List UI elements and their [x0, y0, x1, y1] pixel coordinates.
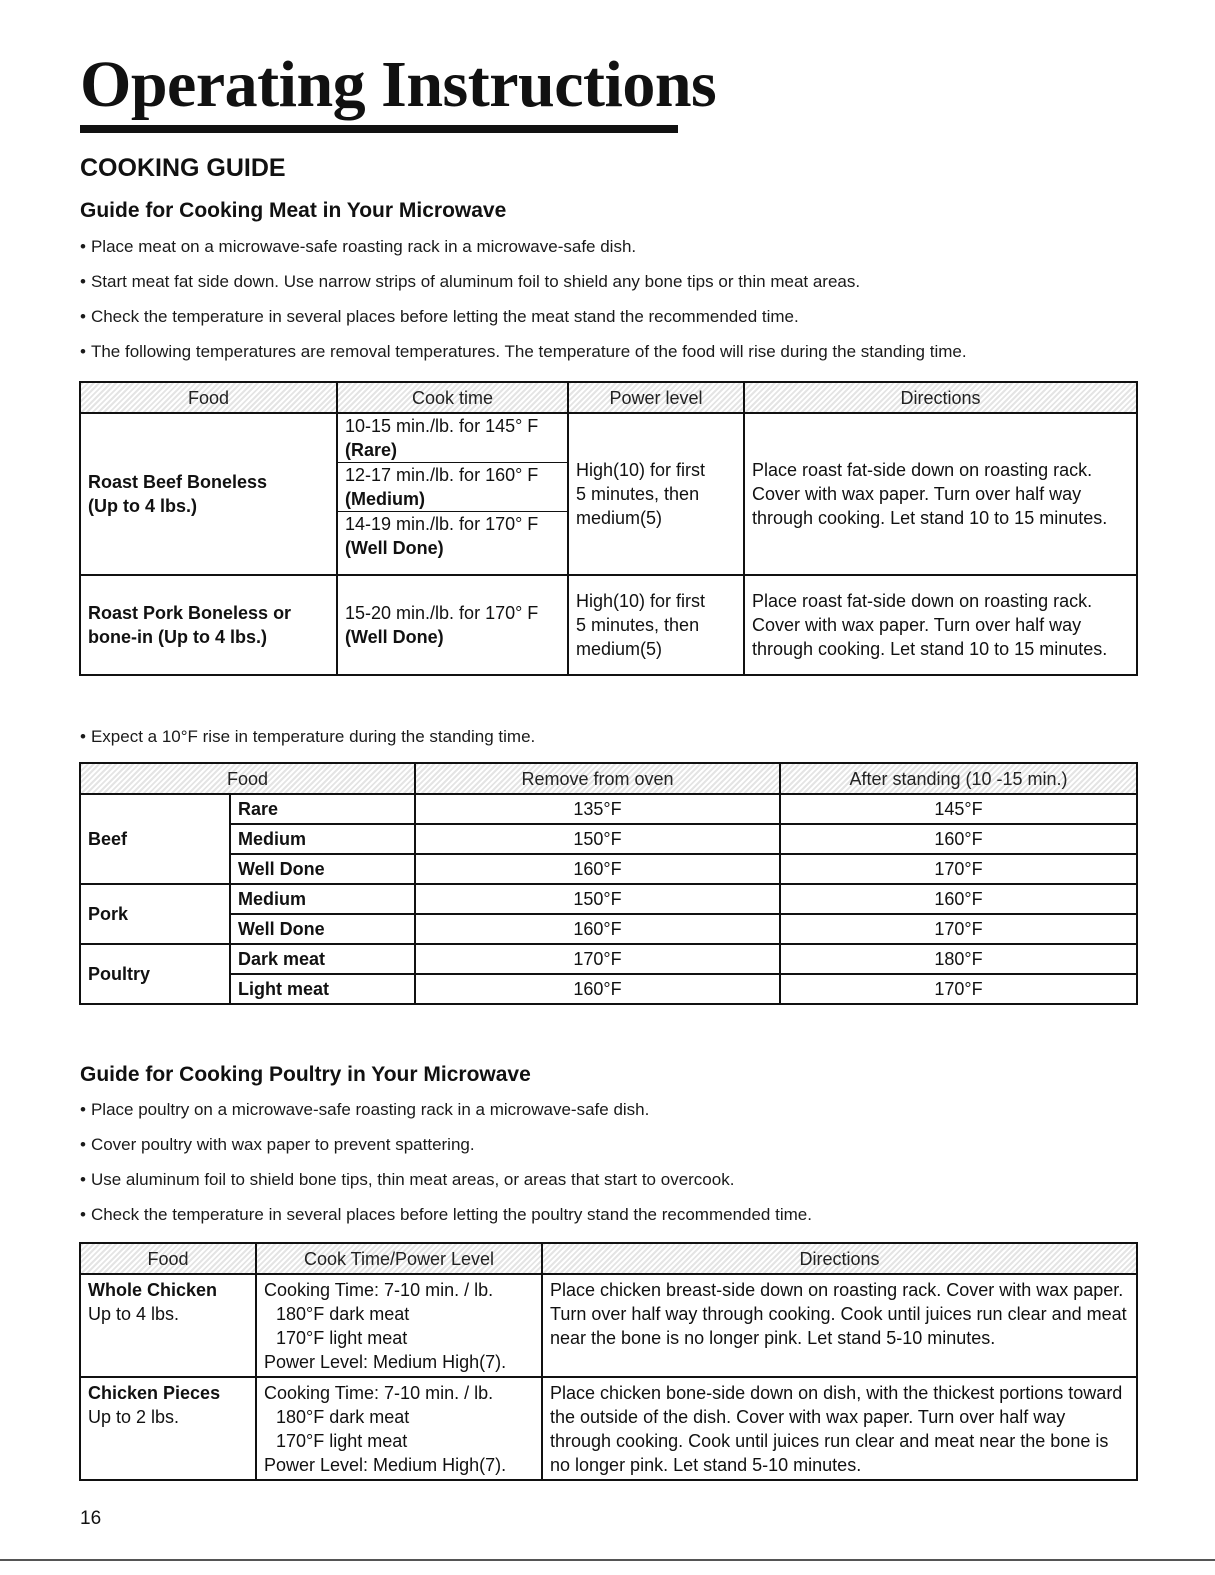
column-header: Cook Time/Power Level [256, 1243, 542, 1274]
power-line: High(10) for first [576, 591, 706, 611]
table-row [80, 1377, 1137, 1480]
food-weight: bone-in (Up to 4 lbs.) [88, 627, 267, 647]
doneness-label: (Well Done) [345, 538, 444, 558]
power-level-cell [568, 413, 744, 575]
table-row [80, 974, 1137, 1004]
after-temp-cell: 170°F [780, 854, 1137, 884]
after-temp-cell: 170°F [780, 974, 1137, 1004]
doneness-label: (Rare) [345, 440, 398, 460]
food-weight: (Up to 4 lbs.) [88, 496, 197, 516]
power-level: Power Level: Medium High(7). [264, 1455, 507, 1475]
column-header: Directions [542, 1243, 1137, 1274]
doneness-cell: Dark meat [230, 944, 415, 974]
directions-cell: Place chicken breast-side down on roasting rack. Cover with wax paper. Turn over half way through cooking. Cook until juices run clear and meat near the bone is no longer pink. Let stand 5-10 minutes. [542, 1274, 1137, 1377]
table-row [80, 794, 1137, 824]
column-header: Food [80, 763, 415, 794]
column-header: After standing (10 -15 min.) [780, 763, 1137, 794]
food-weight: Up to 4 lbs. [88, 1304, 180, 1324]
table-row [80, 1274, 1137, 1377]
after-temp-cell: 180°F [780, 944, 1137, 974]
cook-time-option [338, 512, 567, 560]
after-temp-cell: 160°F [780, 884, 1137, 914]
remove-temp-cell: 135°F [415, 794, 780, 824]
table-header-row [80, 763, 1137, 794]
power-line: medium(5) [576, 639, 663, 659]
cook-time-option [338, 414, 567, 463]
meat-bullet: • Check the temperature in several places before letting the meat stand the recommended time. [80, 306, 967, 341]
remove-temp-cell: 160°F [415, 914, 780, 944]
doneness-label: (Medium) [345, 489, 425, 509]
doneness-cell: Medium [230, 824, 415, 854]
dark-meat-temp: 180°F dark meat [276, 1407, 410, 1427]
power-line: medium(5) [576, 508, 663, 528]
cook-time-cell [337, 413, 568, 575]
cooking-time: Cooking Time: 7-10 min. / lb. [264, 1280, 494, 1300]
doneness-cell: Rare [230, 794, 415, 824]
table-header-row [80, 382, 1137, 413]
food-weight: Up to 2 lbs. [88, 1407, 180, 1427]
doneness-cell: Well Done [230, 914, 415, 944]
table-row [80, 824, 1137, 854]
light-meat-temp: 170°F light meat [276, 1328, 408, 1348]
cook-time-value: 12-17 min./lb. for 160° F [345, 465, 539, 485]
poultry-guide-heading: Guide for Cooking Poultry in Your Microwave [80, 1063, 531, 1086]
column-header: Food [80, 382, 337, 413]
meat-guide-heading: Guide for Cooking Meat in Your Microwave [80, 199, 507, 222]
doneness-label: (Well Done) [345, 627, 444, 647]
power-line: High(10) for first [576, 460, 706, 480]
table-row [80, 914, 1137, 944]
directions-cell: Place chicken bone-side down on dish, with the thickest portions toward the outside of the dish. Cover with wax paper. Turn over half way through cooking. Cook until juices run clear and meat near the bone is no longer pink. Let stand 5-10 minutes. [542, 1377, 1137, 1480]
cook-time-value: 10-15 min./lb. for 145° F [345, 416, 539, 436]
remove-temp-cell: 160°F [415, 854, 780, 884]
dark-meat-temp: 180°F dark meat [276, 1304, 410, 1324]
table-row [80, 413, 1137, 575]
meat-bullet: • Place meat on a microwave-safe roasting rack in a microwave-safe dish. [80, 236, 967, 271]
food-cell [80, 413, 337, 575]
remove-temp-cell: 150°F [415, 884, 780, 914]
page-number: 16 [80, 1508, 102, 1529]
table-row [80, 884, 1137, 914]
meat-cooking-table [79, 381, 1138, 676]
food-cell [80, 1274, 256, 1377]
doneness-cell: Well Done [230, 854, 415, 884]
column-header: Cook time [337, 382, 568, 413]
cook-time-option [338, 463, 567, 512]
food-name: Whole Chicken [88, 1280, 218, 1300]
directions-cell: Place roast fat-side down on roasting rack. Cover with wax paper. Turn over half way through cooking. Let stand 10 to 15 minutes. [744, 413, 1137, 575]
food-group-pork: Pork [80, 884, 230, 944]
doneness-cell: Light meat [230, 974, 415, 1004]
meat-bullets [80, 236, 967, 376]
food-cell [80, 1377, 256, 1480]
temperature-table [79, 762, 1138, 1005]
bottom-rule [0, 1559, 1215, 1561]
table-row [80, 944, 1137, 974]
directions-cell: Place roast fat-side down on roasting rack. Cover with wax paper. Turn over half way through cooking. Let stand 10 to 15 minutes. [744, 575, 1137, 675]
power-line: 5 minutes, then [576, 615, 700, 635]
cook-time-power-cell [256, 1377, 542, 1480]
poultry-bullet: • Cover poultry with wax paper to prevent spattering. [80, 1134, 812, 1169]
cook-time-power-cell [256, 1274, 542, 1377]
remove-temp-cell: 170°F [415, 944, 780, 974]
power-level: Power Level: Medium High(7). [264, 1352, 507, 1372]
food-group-poultry: Poultry [80, 944, 230, 1004]
section-heading: COOKING GUIDE [80, 154, 286, 182]
poultry-cooking-table [79, 1242, 1138, 1481]
food-name: Roast Pork Boneless or [88, 603, 292, 623]
poultry-bullet: • Place poultry on a microwave-safe roasting rack in a microwave-safe dish. [80, 1099, 812, 1134]
light-meat-temp: 170°F light meat [276, 1431, 408, 1451]
column-header: Food [80, 1243, 256, 1274]
poultry-bullet: • Check the temperature in several places before letting the poultry stand the recommended time. [80, 1204, 812, 1239]
cook-time-value: 15-20 min./lb. for 170° F [345, 603, 539, 623]
meat-bullet: • The following temperatures are removal temperatures. The temperature of the food will rise during the standing time. [80, 341, 967, 376]
food-name: Chicken Pieces [88, 1383, 221, 1403]
after-temp-cell: 170°F [780, 914, 1137, 944]
meat-bullet: • Start meat fat side down. Use narrow strips of aluminum foil to shield any bone tips or thin meat areas. [80, 271, 967, 306]
remove-temp-cell: 150°F [415, 824, 780, 854]
table-header-row [80, 1243, 1137, 1274]
remove-temp-cell: 160°F [415, 974, 780, 1004]
table-row [80, 854, 1137, 884]
column-header: Remove from oven [415, 763, 780, 794]
cook-time-value: 14-19 min./lb. for 170° F [345, 514, 539, 534]
cooking-time: Cooking Time: 7-10 min. / lb. [264, 1383, 494, 1403]
table-row [80, 575, 1137, 675]
poultry-bullets [80, 1099, 812, 1239]
power-level-cell [568, 575, 744, 675]
standing-note-bullet: • Expect a 10°F rise in temperature during the standing time. [80, 726, 535, 761]
food-group-beef: Beef [80, 794, 230, 884]
after-temp-cell: 145°F [780, 794, 1137, 824]
food-name: Roast Beef Boneless [88, 472, 268, 492]
poultry-bullet: • Use aluminum foil to shield bone tips, thin meat areas, or areas that start to overcook. [80, 1169, 812, 1204]
column-header: Power level [568, 382, 744, 413]
cook-time-cell [337, 575, 568, 675]
power-line: 5 minutes, then [576, 484, 700, 504]
page-title: Operating Instructions [80, 48, 717, 121]
standing-note [80, 726, 535, 761]
doneness-cell: Medium [230, 884, 415, 914]
after-temp-cell: 160°F [780, 824, 1137, 854]
food-cell [80, 575, 337, 675]
column-header: Directions [744, 382, 1137, 413]
title-underline [80, 125, 678, 133]
